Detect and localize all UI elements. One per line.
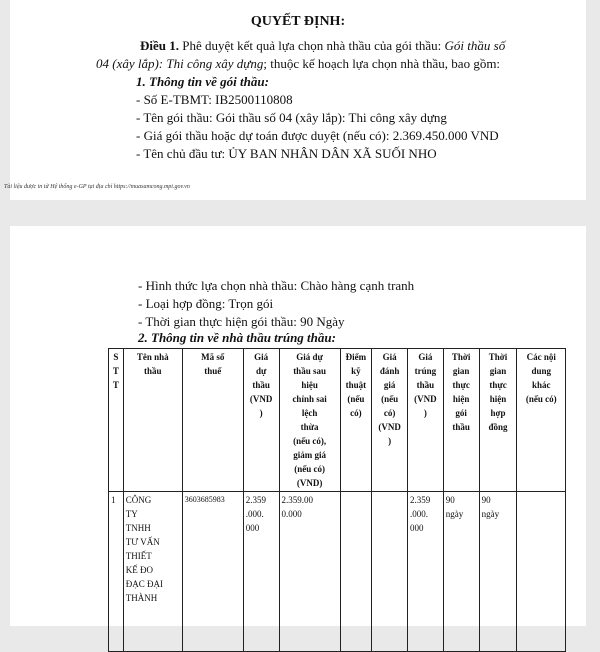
header-cell: Thời gian thực hiện hợp đồng [479,349,517,492]
table-cell [517,492,566,652]
winning-bidder-table [108,348,566,652]
table-cell: 1 [109,492,124,652]
article1-text: Phê duyệt kết quả lựa chọn nhà thầu của gói thầu: [182,38,442,53]
section2-heading: 2. Thông tin về nhà thầu trúng thầu: [138,330,336,345]
table-row [109,492,566,652]
package-info-method: - Hình thức lựa chọn nhà thầu: Chào hàng cạnh tranh [138,278,415,293]
table-cell [340,492,372,652]
package-info-investor: - Tên chủ đầu tư: ỦY BAN NHÂN DÂN XÃ SUỐI NHO [136,146,437,161]
header-cell: Giá đánh giá (nếu có) (VND ) [372,349,408,492]
document-page-1 [4,0,586,200]
table-cell [372,492,408,652]
header-cell: Điểm kỹ thuật (nếu có) [340,349,372,492]
package-info-contract-type: - Loại hợp đồng: Trọn gói [138,296,274,311]
table-cell: 2.359.00 0.000 [279,492,340,652]
article1-package-italic-1: Gói thầu số [444,38,506,53]
header-cell: Giá dự thầu (VND ) [243,349,279,492]
package-info-duration: - Thời gian thực hiện gói thầu: 90 Ngày [138,314,345,329]
article1-rest: ; thuộc kế hoạch lựa chọn nhà thầu, bao gồm: [263,56,501,71]
table-cell: 2.359 .000. 000 [407,492,443,652]
article1-label: Điều 1. [140,38,179,53]
header-cell: Các nội dung khác (nếu có) [517,349,566,492]
table-header-row [109,349,566,492]
section1-heading: 1. Thông tin về gói thầu: [136,74,269,89]
header-cell: Thời gian thực hiện gói thầu [443,349,479,492]
header-cell: S T T [109,349,124,492]
header-cell: Giá dự thầu sau hiệu chỉnh sai lệch thừa (nếu có), giảm giá (nếu có) (VND) [279,349,340,492]
header-cell: Tên nhà thầu [123,349,182,492]
article1-line2 [96,56,500,72]
table-cell: 90 ngày [443,492,479,652]
package-info-name: - Tên gói thầu: Gói thầu số 04 (xây lắp): Thi công xây dựng [136,110,447,125]
package-info-eTBMT: - Số E-TBMT: IB2500110808 [136,92,293,107]
article1-line1 [140,38,505,54]
decision-title: QUYẾT ĐỊNH: [250,14,346,29]
table-cell: CÔNG TY TNHH TƯ VẤN THIẾT KẾ ĐO ĐẠC ĐẠI THÀNH [123,492,182,652]
package-info-price: - Giá gói thầu hoặc dự toán được duyệt (nếu có): 2.369.450.000 VND [136,128,499,143]
header-cell: Giá trúng thầu (VND ) [407,349,443,492]
document-page-2 [10,226,586,626]
table-cell: 3603685983 [182,492,243,652]
table-cell: 2.359 .000. 000 [243,492,279,652]
footnote: Tài liệu được in từ Hệ thống e-GP tại địa chỉ https://muasamcong.mpi.gov.vn [4,184,190,190]
article1-package-italic-2: 04 (xây lắp): Thi công xây dựng [96,56,264,71]
header-cell: Mã số thuế [182,349,243,492]
table-cell: 90 ngày [479,492,517,652]
